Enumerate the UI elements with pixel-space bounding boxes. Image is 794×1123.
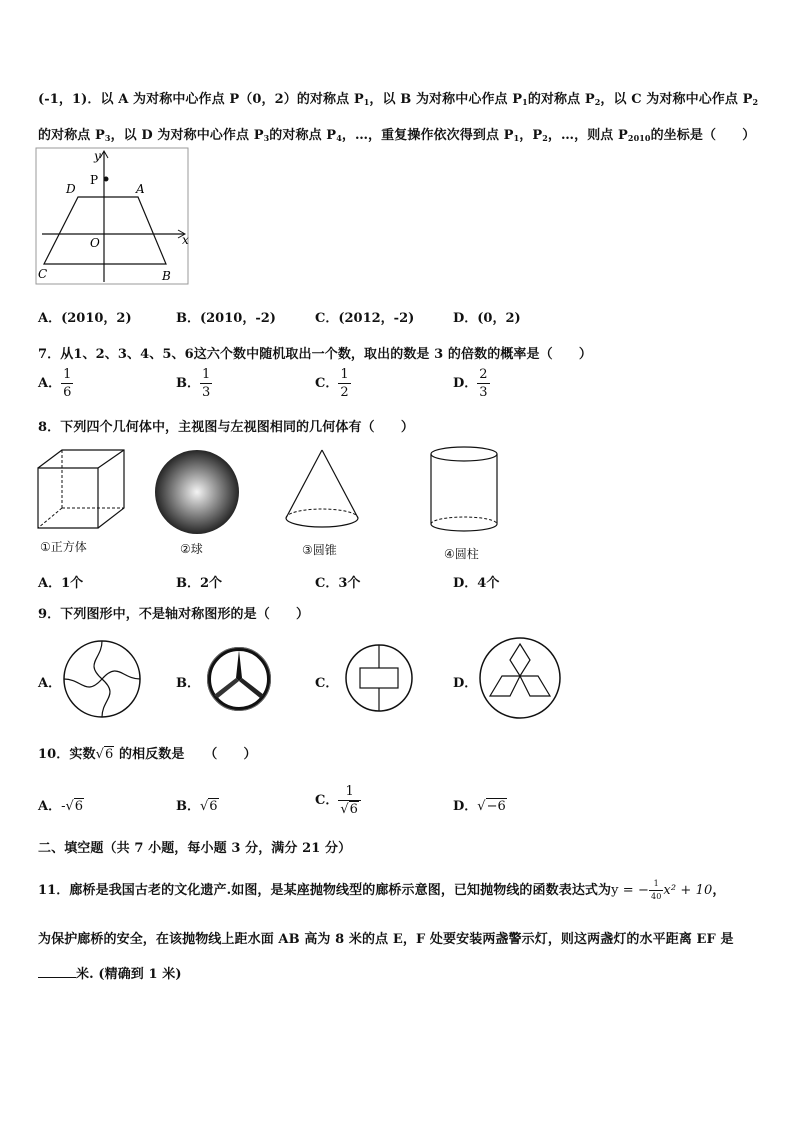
q9-figure-a-pinwheel <box>62 639 142 719</box>
fig-label-b: B <box>162 269 171 283</box>
q11-formula: y = − $\frac{1}{40}$ x² + 10 <box>611 879 713 901</box>
q6-line-1: (-1，1)．以 A 为对称中心作点 P（0，2）的对称点 $P_1$，以 B 为对称中心作点 $P_1$的对称点 $P_2$，以 C 为对称中心作点 $P_2$ <box>38 92 759 107</box>
q8-caption-cylinder: ④圆柱 <box>444 547 479 561</box>
q7-option-d[interactable]: D． $\frac{2}{3}$ <box>453 367 488 400</box>
q9-figure-d-diamonds <box>478 636 562 720</box>
q7-fraction-b: $\frac{1}{3}$ <box>202 367 211 400</box>
q8-solids-figure <box>34 446 504 564</box>
q9-option-a[interactable]: A． <box>38 676 62 691</box>
q7-option-a[interactable]: A． $\frac{1}{6}$ <box>38 367 72 400</box>
q8-stem: 8．下列四个几何体中，主视图与左视图相同的几何体有（ ） <box>38 420 414 435</box>
q10-option-a[interactable]: A．-√6 <box>38 799 84 814</box>
q7-stem: 7．从1、2、3、4、5、6这六个数中随机取出一个数，取出的数是 3 的倍数的概率是（ ） <box>38 347 593 362</box>
fig-label-d: D <box>66 182 76 196</box>
fig-label-y: y <box>94 149 101 163</box>
q11-line-2: 为保护廊桥的安全，在该抛物线上距水面 AB 高为 8 米的点 E，F 处要安装两盏警示灯，则这两盏灯的水平距离 EF 是 <box>38 932 734 947</box>
q7-option-b[interactable]: B． $\frac{1}{3}$ <box>176 367 211 400</box>
fig-label-c: C <box>38 267 48 281</box>
q8-option-b[interactable]: B．2个 <box>176 576 223 591</box>
q10-option-b[interactable]: B．√6 <box>176 799 218 814</box>
cube-shape <box>38 450 124 528</box>
q10-sqrt-6: √6 <box>95 747 114 762</box>
cone-shape <box>286 450 358 527</box>
q6-line-2: 的对称点 $P_3$，以 D 为对称中心作点 $P_3$的对称点 $P_4$，…，重复操作依次得到点 $P_1$，$P_2$，…，则点 $P_{2010}$的坐标是（ ） <box>38 128 756 143</box>
q7-fraction-c: $\frac{1}{2}$ <box>340 367 349 400</box>
fig-label-o: O <box>90 236 100 250</box>
q8-option-a[interactable]: A．1个 <box>38 576 84 591</box>
q6-option-c[interactable]: C．(2012，-2) <box>315 311 415 326</box>
q11-line-3: 米. (精确到 1 米) <box>38 963 182 982</box>
q9-option-d[interactable]: D． <box>453 676 478 691</box>
q10-option-d[interactable]: D．√−6 <box>453 799 506 814</box>
cylinder-shape <box>431 447 497 531</box>
q9-stem: 9．下列图形中，不是轴对称图形的是（ ） <box>38 607 310 622</box>
fig-label-x: x <box>182 233 189 247</box>
q8-option-c[interactable]: C．3个 <box>315 576 361 591</box>
q6-option-b[interactable]: B．(2010，-2) <box>176 311 276 326</box>
fig-label-a: A <box>136 182 145 196</box>
q8-caption-cone: ③圆锥 <box>302 543 337 557</box>
q9-figure-b-star <box>205 645 273 713</box>
sphere-shape <box>155 450 239 534</box>
q11-answer-blank[interactable] <box>38 965 76 978</box>
q9-option-c[interactable]: C． <box>315 676 339 691</box>
q6-option-a[interactable]: A．(2010，2) <box>38 311 132 326</box>
q10-option-c[interactable]: C． $\frac{1}{√6}$ <box>315 785 361 816</box>
q8-option-d[interactable]: D．4个 <box>453 576 500 591</box>
q6-trapezoid-figure <box>34 146 194 286</box>
q7-fraction-d: $\frac{2}{3}$ <box>479 367 488 400</box>
q9-option-b[interactable]: B． <box>176 676 200 691</box>
q6-option-d[interactable]: D．(0，2) <box>453 311 521 326</box>
q7-option-c[interactable]: C． $\frac{1}{2}$ <box>315 367 349 400</box>
fig-label-p: P <box>90 173 99 187</box>
q11-line-1: 11．廊桥是我国古老的文化遗产.如图，是某座抛物线型的廊桥示意图，已知抛物线的函数表达式为y = − $\frac{1}{40}$ x² + 10， <box>38 879 726 901</box>
section-2-title: 二、填空题（共 7 小题，每小题 3 分，满分 21 分） <box>38 841 352 856</box>
q7-fraction-a: $\frac{1}{6}$ <box>63 367 72 400</box>
q8-caption-cube: ①正方体 <box>40 540 87 554</box>
q8-caption-sphere: ②球 <box>180 542 203 556</box>
q10-stem: 10．实数√6 的相反数是 （ ） <box>38 747 257 762</box>
q9-figure-c-rectangle <box>343 642 415 714</box>
